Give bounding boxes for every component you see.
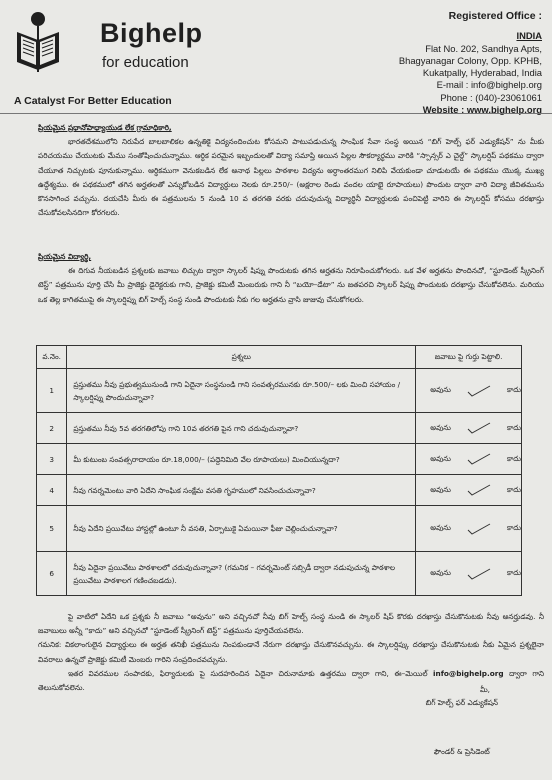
answer-cell[interactable] [416, 475, 522, 506]
contact-text-after: ద్వారా గాని తెలుసుకోవలెను. [38, 668, 544, 693]
tick-mark-icon [467, 523, 491, 535]
column-header-number: వ.నెం. [37, 346, 67, 369]
office-title: Registered Office : [448, 10, 542, 22]
answer-cell[interactable] [416, 552, 522, 596]
office-address-line: Kukatpally, Hyderabad, India [422, 67, 542, 79]
contact-email-link[interactable]: info@bighelp.org [433, 668, 504, 678]
table-row [37, 475, 522, 506]
table-row [37, 506, 522, 552]
answer-yes[interactable]: అవును [430, 568, 451, 577]
table-row [37, 552, 522, 596]
column-header-answer: జవాబు పై గుర్తు పెట్టాలి. [416, 346, 522, 369]
answer-yes[interactable]: అవును [430, 484, 451, 494]
answer-cell[interactable] [416, 413, 522, 444]
paragraph-ineligibility: పై వాటిలో ఏదేని ఒక ప్రశ్నకు నీ జవాబు “అవును” అని వచ్చినచో నీవు బిగ్ హెల్ప్ సంస్థ నుండి ఈ స్కాలర్ షిప్ కొరకు దరఖాస్తు చేసుకొనుటకు నీవు అనర్హుడవు. నీ జవాబులు అన్నీ “కాదు” అని వచ్చినచో “స్టూడెంట్ స్క్రీనింగ్ టెస్ట్” పత్రమును పూర్తిచేయవలెను. [38, 612, 544, 636]
paragraph-intro: భారతదేశములోని నిరుపేద బాలబాలికల ఉన్నతికై విద్యనందించుట కోసమని పాటుపడుచున్న సాంఘిక సేవా సంస్థ అయిన “బిగ్ హెల్ప్ ఫర్ ఎడ్యుకేషన్” ను మీకు పరిచయము చేయుటకు మేము సంతోషించుచున్నాము. ఆర్థిక పరమైన ఇబ్బందులతో విద్యా సమాప్తి అయిన పిల్లల సౌకర్యార్థము వారికి “స్పాన్సర్ ఎ చైల్డ్” స్కాలర్షిప్ పథకము ద్వారా చేయూత నిచ్చుటకు పూనుకున్నాము. ఆర్థికముగా వెనుకబడిన లేక అనాథ పిల్లలు పాఠశాల విద్యను అర్ధాంతరముగ నిలిపి వేయకుండా చూడుటయే ఈ పథకము యొక్క ముఖ్య ఉద్దేశ్యము. ఈ పథకములో తగిన అర్హతలతో ఎన్నుకోబడిన విద్యార్థులు నెలకు రూ.250/– (అక్షరాల రెండు వందల యాభై రూపాయలు) పొందుట ద్వారా వారి విద్యా జీవితమును కొనసాగించ వచ్చును. దయచేసి మీరు ఈ పత్రములను 5 నుండి 10 వ తరగతి వరకు చదువుచున్న విద్యార్థినీ విద్యార్థులకు పంచిపెట్టి వారిని ఈ స్కాలర్షిప్ కోసము దరఖాస్తు చేసుకోవలసినదిగా కోరగలరు. [38, 137, 544, 218]
answer-yes[interactable]: అవును [430, 453, 451, 463]
paragraph-note: గమనిక: వికలాంగులైన విద్యార్థులు ఈ అర్హత తనిఖీ పత్రమును నింపకుండానే నేరుగా దరఖాస్తు చేసుకొనవచ్చును. ఈ స్కాలర్షిప్కు దరఖాస్తు చేసుకొనుటకు నీకు ఏమైన ప్రశ్నలైనా వివరాలు ఉన్నచో ప్రాజెక్టు కమిటీ మెంబరు గారిని సంప్రదించవచ్చును. [38, 640, 544, 664]
answer-yes[interactable]: అవును [430, 385, 451, 394]
paragraph-instructions: ఈ దిగువ నీయబడిన ప్రశ్నలకు జవాబు లిచ్చుట ద్వారా స్కాలర్ షిప్ను పొందుటకు తగిన అర్హతను నిరూపించుకోగలరు. ఒక వేళ అర్హతను పొందినచో, “స్టూడెంట్ స్క్రీనింగ్ టెస్ట్” పత్రమును పూర్తి చేసి మీ ప్రాజెక్టు డైరెక్టరుకు గాని, ప్రాజెక్టు కమిటీ మెంబరుకు గాని నీ “బయో–డేటా” ను జతపరచి స్కాలర్ షిప్ను పొందుటకు దరఖాస్తు చేసుకోవలెను. మరియు ఒక తెల్ల కాగితముపై ఈ స్కాలర్షిప్ను బిగ్ హెల్ప్ సంస్థ నుండి పొందుటకు నీకు గల అర్హతను వ్రాసి జుజువు చేసుకోగలరు. [38, 266, 544, 304]
header-divider [0, 113, 552, 114]
signature-mark: మీ, [479, 685, 490, 694]
office-address-line: Bhagyanagar Colony, Opp. KPHB, [398, 54, 542, 66]
row-number: 4 [37, 475, 67, 506]
brand-subtitle: for education [102, 54, 189, 71]
row-number: 1 [37, 369, 67, 413]
table-row [37, 444, 522, 475]
office-phone: Phone : (040)-23061061 [440, 91, 542, 103]
registered-office-block [302, 10, 542, 116]
table-header-row [37, 346, 522, 369]
salutation-headmaster: ప్రియమైన ప్రధానోపాధ్యాయుడ లేక గ్రామాధికారి, [38, 123, 172, 132]
answer-yes[interactable]: అవును [430, 422, 451, 432]
tick-mark-icon [467, 422, 491, 434]
question-text: మీ కుటుంబ సంవత్సరాదాయం రూ.18,000/– (పద్దెనిమిది వేల రూపాయలు) మించియున్నదా? [67, 444, 416, 475]
salutation-student: ప్రియమైన విద్యార్థి, [38, 252, 92, 261]
table-row [37, 413, 522, 444]
answer-no[interactable]: కాదు [506, 484, 521, 494]
question-text: నీవు ఏదైనా ప్రయివేటు పాఠశాలలో చదువుచున్నావా? (గమనిక – గవర్నమెంట్ సబ్సిడీ ద్వారా నడుపుచున్న పాఠశాల ప్రయివేటు పాఠశాలగ గణించబడదు). [67, 552, 416, 596]
answer-cell[interactable] [416, 444, 522, 475]
contact-text-before: ఇతర వివరముల సంపాదకు, ఫిర్యాదులకు పై సుదహరించిన ఏదైనా చిరునామాకు ఉత్తరము ద్వారా గాని, ఈ–మెయిల్ [68, 668, 434, 678]
tick-mark-icon [467, 484, 491, 496]
table-row [37, 369, 522, 413]
answer-no[interactable]: కాదు [506, 523, 521, 532]
brand-name: Bighelp [100, 18, 203, 48]
signature-title: ఫౌండర్ & ప్రెసిడెంట్ [433, 747, 490, 756]
answer-no[interactable]: కాదు [506, 568, 521, 577]
question-text: ప్రస్తుతము నీవు ప్రభుత్వమునుండి గాని ఏదైనా సంస్థనుండి గాని సంవత్సరమునకు రూ.500/– లకు మించి సహాయం / స్కాలర్షిప్ను పొందుచున్నావా? [67, 369, 416, 413]
row-number: 2 [37, 413, 67, 444]
tagline: A Catalyst For Better Education [14, 95, 172, 107]
letter-section-notes [38, 610, 544, 695]
row-number: 5 [37, 506, 67, 552]
answer-no[interactable]: కాదు [506, 453, 521, 463]
question-text: నీవు గవర్నమెంటు వారి ఏదేని సాంఘిక సంక్షేమ వసతి గృహములో నివసించుచున్నావా? [67, 475, 416, 506]
tick-mark-icon [467, 385, 491, 397]
letter-section-student [38, 250, 544, 307]
bighelp-logo-icon [14, 10, 62, 72]
answer-cell[interactable] [416, 369, 522, 413]
office-email: E-mail : info@bighelp.org [436, 79, 542, 91]
row-number: 3 [37, 444, 67, 475]
question-text: నీవు ఏదేని ప్రయివేటు హాస్టల్లో ఉంటూ నీ వసతి, ఏర్పాటుకై ఏమయినా ఫీజు చెల్లించుచున్నావా? [67, 506, 416, 552]
office-country: INDIA [516, 30, 542, 42]
answer-yes[interactable]: అవును [430, 523, 451, 532]
column-header-question: ప్రశ్నలు [67, 346, 416, 369]
office-address-line: Flat No. 202, Sandhya Apts, [425, 42, 542, 54]
answer-cell[interactable] [416, 506, 522, 552]
eligibility-table [36, 345, 522, 596]
tick-mark-icon [467, 453, 491, 465]
letter-section-headmaster [38, 121, 544, 220]
answer-no[interactable]: కాదు [506, 385, 521, 394]
tick-mark-icon [467, 568, 491, 580]
row-number: 6 [37, 552, 67, 596]
answer-no[interactable]: కాదు [506, 422, 521, 432]
question-text: ప్రస్తుతము నీవు 5వ తరగతిలోపు గాని 10వ తరగతి పైన గాని చదువుచున్నావా? [67, 413, 416, 444]
office-website: Website : www.bighelp.org [422, 104, 542, 116]
signature-organization: బిగ్ హెల్ప్ ఫర్ ఎడ్యుకేషన్ [425, 698, 498, 707]
signature-block [426, 685, 498, 758]
